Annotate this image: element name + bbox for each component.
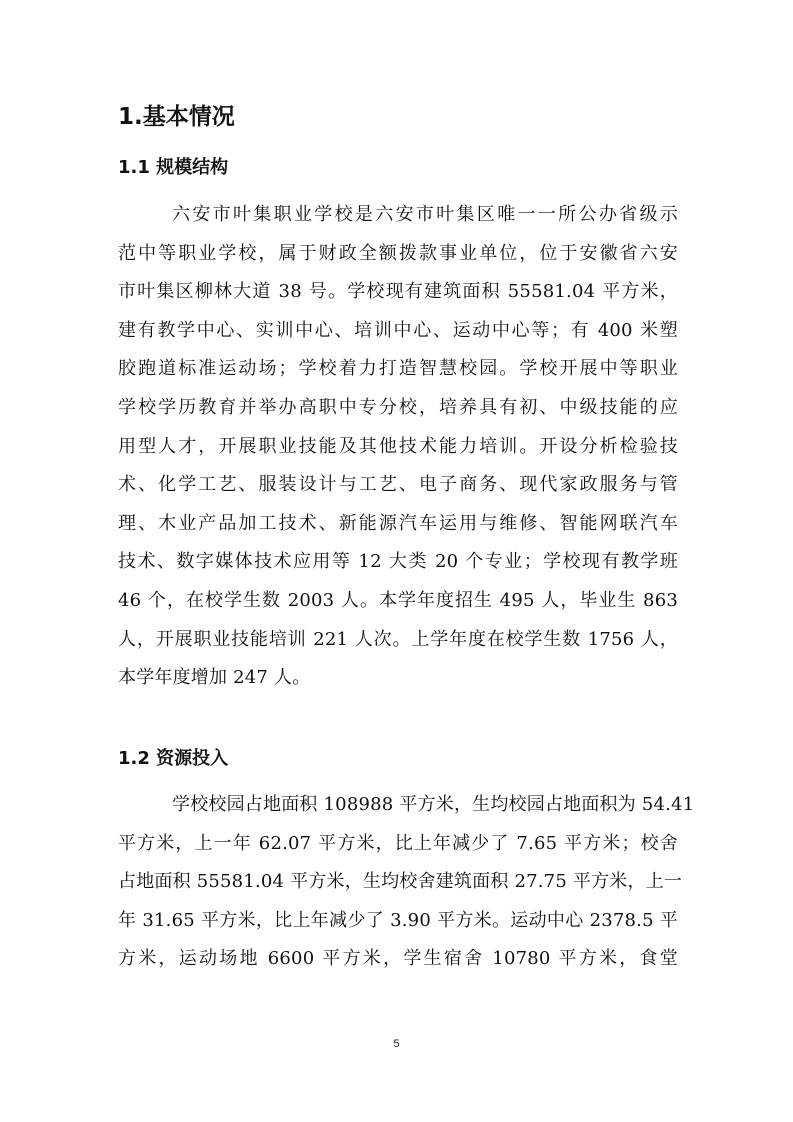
text-line: 占地面积 55581.04 平方米，生均校舍建筑面积 27.75 平方米，上一 bbox=[118, 871, 683, 893]
text-line: 方米，运动场地 6600 平方米，学生宿舍 10780 平方米，食堂 bbox=[118, 948, 678, 970]
subsection-title-scale: 1.1 规模结构 bbox=[118, 157, 229, 178]
text-line: 术、化学工艺、服装设计与工艺、电子商务、现代家政服务与管 bbox=[118, 474, 678, 496]
text-line: 人，开展职业技能培训 221 人次。上学年度在校学生数 1756 人， bbox=[118, 628, 678, 650]
text-line: 技术、数字媒体技术应用等 12 大类 20 个专业；学校现有教学班 bbox=[118, 551, 678, 573]
paragraph-resource-input bbox=[118, 786, 695, 979]
text-line: 学校学历教育并举办高职中专分校，培养具有初、中级技能的应 bbox=[118, 396, 678, 418]
text-line: 年 31.65 平方米，比上年减少了 3.90 平方米。运动中心 2378.5 平 bbox=[118, 909, 678, 931]
subsection-title-resource: 1.2 资源投入 bbox=[118, 748, 229, 769]
section-title: 1.基本情况 bbox=[118, 104, 235, 130]
text-line: 本学年度增加 247 人。 bbox=[118, 667, 311, 689]
text-line: 平方米，上一年 62.07 平方米，比上年减少了 7.65 平方米；校舍 bbox=[118, 832, 678, 854]
text-line: 建有教学中心、实训中心、培训中心、运动中心等；有 400 米塑 bbox=[118, 319, 678, 341]
text-line: 理、木业产品加工技术、新能源汽车运用与维修、智能网联汽车 bbox=[118, 512, 678, 534]
page-number: 5 bbox=[393, 1038, 400, 1050]
text-line: 范中等职业学校，属于财政全额拨款事业单位，位于安徽省六安 bbox=[118, 242, 678, 264]
text-line: 学校校园占地面积 108988 平方米，生均校园占地面积为 54.41 bbox=[172, 794, 695, 815]
text-line: 胶跑道标准运动场；学校着力打造智慧校园。学校开展中等职业 bbox=[118, 358, 678, 380]
paragraph-scale-structure bbox=[118, 196, 678, 698]
text-line: 用型人才，开展职业技能及其他技术能力培训。开设分析检验技 bbox=[118, 435, 678, 457]
text-line: 市叶集区柳林大道 38 号。学校现有建筑面积 55581.04 平方米， bbox=[118, 281, 678, 303]
text-line: 46 个，在校学生数 2003 人。本学年度招生 495 人，毕业生 863 bbox=[118, 589, 678, 611]
text-line: 六安市叶集职业学校是六安市叶集区唯一一所公办省级示 bbox=[172, 204, 678, 225]
